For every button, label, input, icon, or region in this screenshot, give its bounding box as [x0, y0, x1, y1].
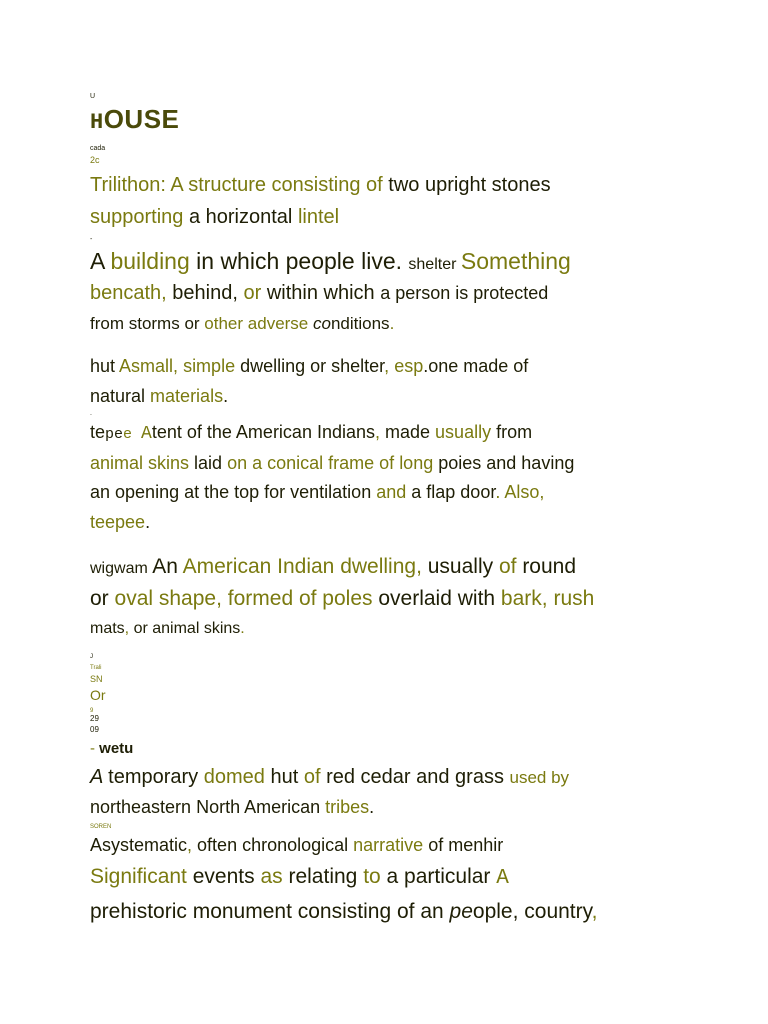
wetu-def-line-2: northeastern North American tribes.: [90, 797, 375, 817]
marker-u: U: [90, 93, 96, 100]
tepee-line-4: teepee.: [90, 512, 151, 532]
systematic-line-2: Significant events as relating to a particular A: [90, 865, 509, 890]
marker-2c: 2c: [90, 155, 100, 165]
tepee-line-2: animal skins laid on a conical frame of long poies and having: [90, 453, 575, 473]
marker-09: 09: [90, 725, 99, 734]
tepee-line-1: tepee Atent of the American Indians, made usually from: [90, 422, 533, 444]
hut-line-1: hut Asmall, simple dwelling or shelter, esp.one made of: [90, 356, 529, 376]
marker-dot: .: [90, 410, 92, 417]
page-title: [90, 104, 179, 135]
marker-dash: -: [90, 236, 93, 243]
marker-soren: SOREN: [90, 824, 112, 830]
marker-or: Or: [90, 687, 106, 703]
systematic-line-1: Asystematic, often chronological narrative of menhir: [90, 835, 504, 855]
trilithon-line-1: Trilithon: A structure consisting of two upright stones: [90, 174, 551, 196]
marker-trali: Trali: [90, 665, 102, 671]
wetu-def-line-1: A temporary domed hut of red cedar and grass used by: [90, 766, 570, 788]
house-def-line-3: from storms or other adverse conditions.: [90, 314, 395, 333]
hut-line-2: natural materials.: [90, 386, 229, 406]
wigwam-line-2: or oval shape, formed of poles overlaid with bark, rush: [90, 587, 595, 610]
trilithon-line-2: supporting a horizontal lintel: [90, 206, 340, 228]
title-rest: OUSE: [103, 104, 180, 134]
tepee-line-3: an opening at the top for ventilation and a flap door. Also,: [90, 482, 545, 502]
house-def-line-1: A building in which people live. shelter Something: [90, 248, 571, 274]
wigwam-line-3: mats, or animal skins.: [90, 620, 245, 637]
marker-cada: cada: [90, 145, 106, 152]
house-def-line-2: bencath, behind, or within which a person is protected: [90, 282, 549, 304]
marker-29: 29: [90, 714, 99, 723]
marker-j: J: [90, 654, 93, 660]
title-initial: H: [90, 110, 104, 135]
wigwam-line-1: wigwam An American Indian dwelling, usually of round: [90, 555, 577, 578]
wetu-heading: - wetu: [90, 740, 134, 757]
marker-sn: SN: [90, 674, 103, 684]
systematic-line-3: prehistoric monument consisting of an people, country,: [90, 900, 598, 923]
marker-9: 9: [90, 708, 94, 714]
